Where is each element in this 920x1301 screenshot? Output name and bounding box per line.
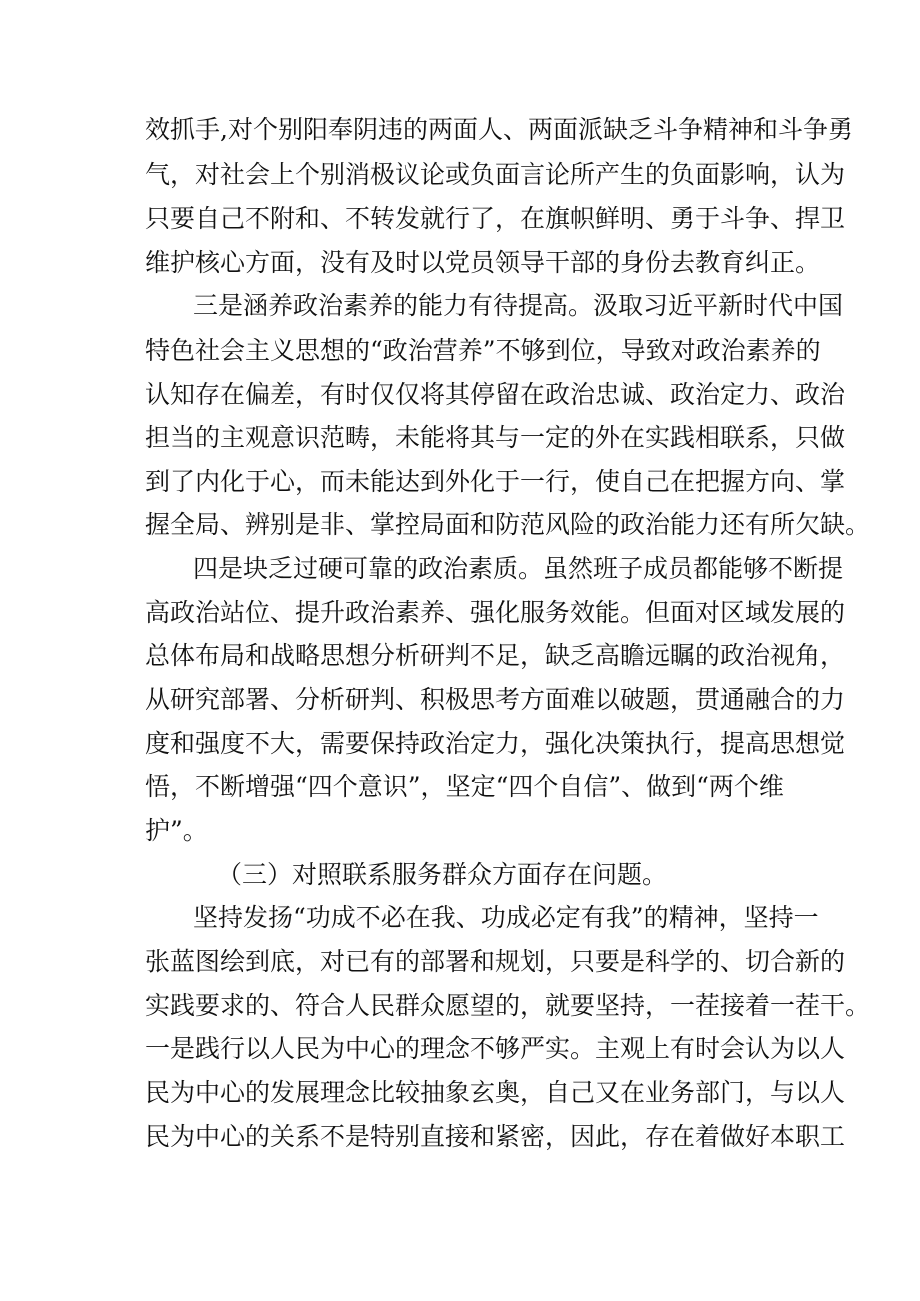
text-line: 维护核心方面，没有及时以党员领导干部的身份去教育纠正。 bbox=[145, 248, 821, 277]
section-heading: （三）对照联系服务群众方面存在问题。 bbox=[217, 860, 668, 889]
text-line: 到了内化于心，而未能达到外化于一行，使自己在把握方向、掌 bbox=[145, 467, 846, 496]
text-line: 度和强度不大，需要保持政治定力，强化决策执行，提高思想觉 bbox=[145, 729, 846, 758]
text-line: 气，对社会上个别消极议论或负面言论所产生的负面影响，认为 bbox=[145, 160, 846, 189]
text-line: 握全局、辨别是非、掌控局面和防范风险的政治能力还有所欠缺。 bbox=[145, 510, 871, 539]
text-line: 一是践行以人民为中心的理念不够严实。主观上有时会认为以人 bbox=[145, 1034, 846, 1063]
text-line: 护”。 bbox=[145, 816, 208, 845]
text-line: 效抓手,对个别阳奉阴违的两面人、两面派缺乏斗争精神和斗争勇 bbox=[145, 115, 853, 144]
text-line: 高政治站位、提升政治素养、强化服务效能。但面对区域发展的 bbox=[145, 598, 846, 627]
text-line: 认知存在偏差，有时仅仅将其停留在政治忠诚、政治定力、政治 bbox=[145, 380, 846, 409]
text-line: 悟，不断增强“四个意识”，坚定“四个自信”、做到“两个维 bbox=[145, 772, 784, 801]
paragraph-start: 坚持发扬“功成不必在我、功成必定有我”的精神，坚持一 bbox=[193, 903, 819, 932]
text-line: 担当的主观意识范畴，未能将其与一定的外在实践相联系，只做 bbox=[145, 423, 846, 452]
text-line: 特色社会主义思想的“政治营养”不够到位，导致对政治素养的 bbox=[145, 336, 821, 365]
text-line: 只要自己不附和、不转发就行了，在旗帜鲜明、勇于斗争、捍卫 bbox=[145, 204, 846, 233]
paragraph-start: 三是涵养政治素养的能力有待提高。汲取习近平新时代中国 bbox=[193, 291, 844, 320]
text-line: 民为中心的关系不是特别直接和紧密，因此，存在着做好本职工 bbox=[145, 1122, 846, 1151]
text-line: 实践要求的、符合人民群众愿望的，就要坚持，一茬接着一茬干。 bbox=[145, 991, 871, 1020]
text-line: 民为中心的发展理念比较抽象玄奥，自己又在业务部门，与以人 bbox=[145, 1078, 846, 1107]
text-line: 从研究部署、分析研判、积极思考方面难以破题，贯通融合的力 bbox=[145, 685, 846, 714]
paragraph-start: 四是块乏过硬可靠的政治素质。虽然班子成员都能够不断提 bbox=[193, 554, 844, 583]
text-line: 张蓝图绘到底，对已有的部署和规划，只要是科学的、切合新的 bbox=[145, 947, 846, 976]
text-line: 总体布局和战略思想分析研判不足，缺乏高瞻远瞩的政治视角， bbox=[145, 641, 846, 670]
